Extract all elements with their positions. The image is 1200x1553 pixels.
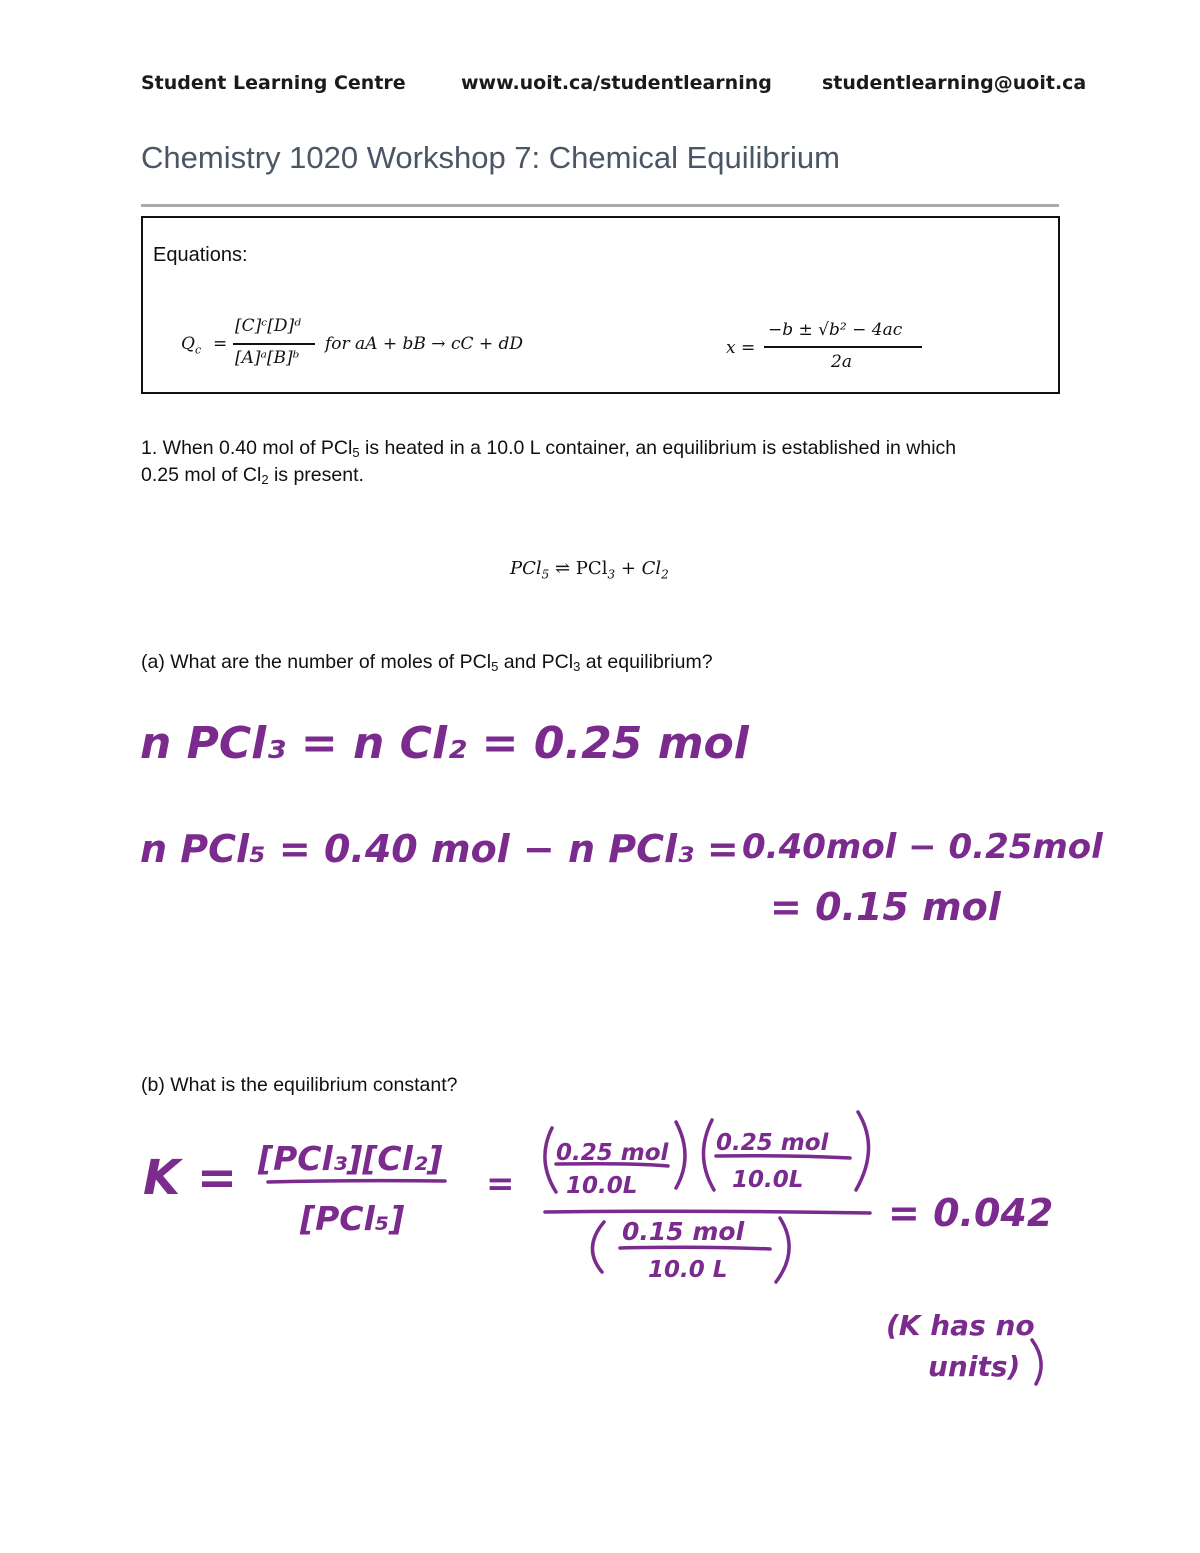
hw-a-line-3: = 0.15 mol: [770, 885, 1001, 929]
hw-b-f3-den: 10.0 L: [648, 1257, 728, 1283]
qc-subscript: c: [194, 343, 202, 357]
reaction-sub-1: 5: [541, 567, 550, 582]
q1-text-c: 0.25 mol of Cl: [141, 464, 262, 486]
qc-symbol: Q: [181, 334, 195, 354]
q1-text-a: 1. When 0.40 mol of PCl: [141, 437, 353, 459]
hw-b-numerator: [PCl₃][Cl₂]: [258, 1139, 443, 1178]
hw-b-equals: =: [486, 1164, 515, 1204]
hw-b-paren-1-open: [545, 1128, 556, 1192]
hw-b-note-close-paren: [1032, 1340, 1041, 1384]
part-a-sub-1: 5: [491, 659, 499, 674]
qc-equals: =: [213, 334, 228, 354]
hw-b-paren-3-close: [776, 1218, 789, 1282]
hw-b-f2-num: 0.25 mol: [716, 1130, 829, 1156]
reaction-sub-2: 3: [607, 567, 616, 582]
q1-sub-a: 5: [352, 445, 360, 460]
hw-a-line-2a: n PCl₅ = 0.40 mol − n PCl₃ =: [140, 827, 739, 871]
hw-b-paren-2-open: [703, 1120, 714, 1190]
hw-b-paren-2-close: [856, 1112, 869, 1190]
header-email[interactable]: studentlearning@uoit.ca: [822, 72, 1087, 94]
q1-text-b: is heated in a 10.0 L container, an equilibrium is established in which: [359, 437, 957, 459]
header-org: Student Learning Centre: [141, 72, 406, 94]
hw-b-f1-num: 0.25 mol: [556, 1140, 669, 1166]
part-a-sub-2: 3: [573, 659, 581, 674]
part-a-text-3: at equilibrium?: [580, 651, 713, 673]
part-a-text-2: and PCl: [498, 651, 574, 673]
hw-b-f2-bar: [716, 1156, 850, 1158]
q1-sub-b: 2: [261, 472, 269, 487]
hw-b-f1-den: 10.0L: [566, 1173, 638, 1199]
quadratic-numerator: −b ± √b² − 4ac: [768, 320, 903, 340]
hw-a-line-1: n PCl₃ = n Cl₂ = 0.25 mol: [140, 718, 749, 769]
hw-b-paren-3-open: [592, 1222, 604, 1272]
reaction-reactant: PCl: [510, 558, 542, 579]
q1-text-d: is present.: [268, 464, 364, 486]
hw-b-fraction-bar-main: [545, 1211, 870, 1213]
qc-numerator: [C]ᶜ[D]ᵈ: [235, 316, 301, 336]
hw-a-line-2b: 0.40mol − 0.25mol: [742, 827, 1103, 867]
hw-b-f3-bar: [620, 1247, 770, 1249]
hw-b-f3-num: 0.15 mol: [622, 1217, 745, 1246]
hw-b-note-1: (K has no: [886, 1309, 1035, 1342]
hw-b-f2-den: 10.0L: [732, 1167, 804, 1193]
hw-b-fraction-bar-1: [268, 1181, 445, 1182]
hw-b-k-equals: K =: [143, 1150, 238, 1206]
reaction-product-2: + Cl: [615, 558, 662, 579]
header-website[interactable]: www.uoit.ca/studentlearning: [461, 72, 772, 94]
qc-condition: for aA + bB → cC + dD: [325, 334, 524, 354]
part-a-text-1: (a) What are the number of moles of PCl: [141, 651, 492, 673]
hw-b-result: = 0.042: [888, 1191, 1054, 1235]
hw-b-denominator: [PCl₅]: [300, 1199, 405, 1238]
qc-denominator: [A]ᵃ[B]ᵇ: [235, 348, 300, 368]
quadratic-lhs: x =: [726, 338, 756, 358]
reaction-arrow-product: ⇌ PCl: [549, 558, 608, 579]
equations-label: Equations:: [153, 244, 248, 266]
hw-b-paren-1-close: [676, 1122, 685, 1188]
part-b-question: (b) What is the equilibrium constant?: [141, 1074, 458, 1096]
hw-b-note-2: units): [928, 1350, 1021, 1383]
page-title: Chemistry 1020 Workshop 7: Chemical Equilibrium: [141, 140, 840, 175]
reaction-sub-3: 2: [661, 567, 669, 582]
quadratic-denominator: 2a: [831, 352, 852, 372]
